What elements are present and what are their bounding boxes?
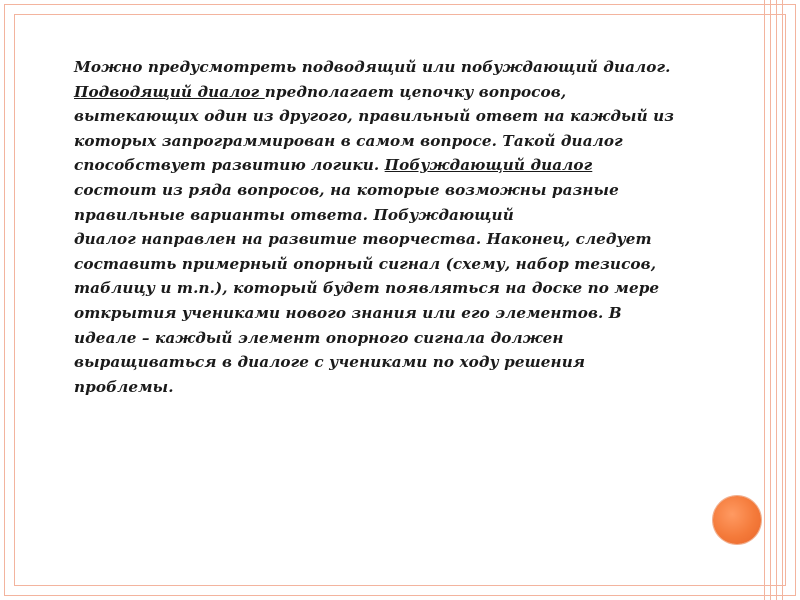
underlined-term: Подводящий диалог: [74, 82, 265, 101]
text-span: которых запрограммирован в самом вопросе. Такой диалог: [74, 131, 623, 150]
text-line: [74, 326, 734, 351]
text-span: составить примерный опорный сигнал (схему, набор тезисов,: [74, 254, 657, 273]
text-line: [74, 129, 734, 154]
text-span: предполагает цепочку вопросов,: [264, 82, 567, 101]
text-line: [74, 350, 734, 375]
text-line: [74, 301, 734, 326]
underlined-term: Побуждающий диалог: [384, 156, 593, 175]
text-span: состоит из ряда вопросов, на которые возможны разные: [74, 180, 619, 199]
text-span: выращиваться в диалоге с учениками по ходу решения: [74, 353, 586, 372]
text-span: способствует развитию логики.: [74, 156, 385, 175]
text-span: идеале – каждый элемент опорного сигнала должен: [74, 328, 564, 347]
text-span: проблемы.: [74, 377, 174, 396]
text-span: диалог направлен на развитие творчества. Наконец, следует: [74, 230, 652, 249]
text-span: правильные варианты ответа. Побуждающий: [74, 205, 514, 224]
right-decorative-stripe: [760, 0, 788, 600]
text-line: [74, 178, 734, 203]
text-line: [74, 55, 734, 80]
text-line: [74, 227, 734, 252]
text-span: вытекающих один из другого, правильный ответ на каждый из: [74, 107, 675, 126]
decorative-orange-circle: [713, 496, 761, 544]
text-line: [74, 80, 734, 105]
text-line: [74, 375, 734, 400]
text-span: открытия учениками нового знания или его элементов. В: [74, 303, 622, 322]
text-span: Можно предусмотреть подводящий или побуждающий диалог.: [74, 58, 671, 76]
slide-text-body: [74, 55, 734, 399]
text-line: [74, 252, 734, 277]
text-span: таблицу и т.п.), который будет появляться на доске по мере: [74, 279, 660, 298]
text-line: [74, 153, 734, 178]
text-line: [74, 203, 734, 228]
text-line: [74, 104, 734, 129]
text-line: [74, 276, 734, 301]
